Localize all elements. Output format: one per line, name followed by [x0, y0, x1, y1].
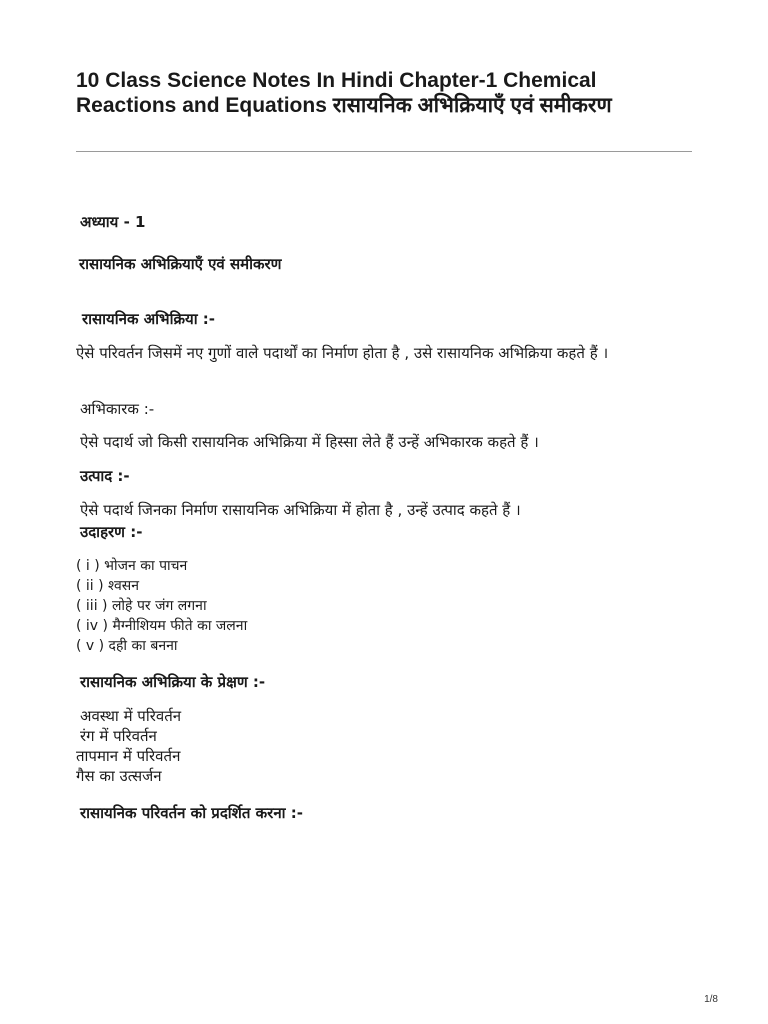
observation-item: गैस का उत्सर्जन: [76, 767, 162, 785]
list-item: ( iii ) लोहे पर जंग लगना: [76, 598, 207, 614]
reactant-heading: अभिकारक :-: [80, 400, 155, 418]
reaction-heading: रासायनिक अभिक्रिया :-: [82, 310, 216, 328]
product-heading: उत्पाद :-: [80, 467, 130, 485]
document-title: 10 Class Science Notes In Hindi Chapter-1 Chemical Reactions and Equations रासायनिक अभिक्रियाएँ एवं समीकरण: [76, 69, 612, 117]
list-item: ( ii ) श्वसन: [76, 578, 140, 594]
observation-item: रंग में परिवर्तन: [80, 727, 157, 745]
reaction-definition: ऐसे परिवर्तन जिसमें नए गुणों वाले पदार्थों का निर्माण होता है , उसे रासायनिक अभिक्रिया कहते हैं ।: [76, 344, 609, 362]
list-item: ( v ) दही का बनना: [76, 638, 178, 654]
list-item: ( i ) भोजन का पाचन: [76, 558, 188, 574]
observation-item: अवस्था में परिवर्तन: [80, 707, 182, 725]
chapter-topic: रासायनिक अभिक्रियाएँ एवं समीकरण: [79, 255, 282, 273]
list-item: ( iv ) मैग्नीशियम फीते का जलना: [76, 618, 248, 634]
product-definition: ऐसे पदार्थ जिनका निर्माण रासायनिक अभिक्रिया में होता है , उन्हें उत्पाद कहते हैं ।: [80, 501, 521, 519]
example-list: [76, 556, 247, 656]
observation-heading: रासायनिक अभिक्रिया के प्रेक्षण :-: [80, 673, 266, 691]
reactant-definition: ऐसे पदार्थ जो किसी रासायनिक अभिक्रिया में हिस्सा लेते हैं उन्हें अभिकारक कहते हैं ।: [80, 433, 539, 451]
example-heading: उदाहरण :-: [80, 523, 143, 541]
demonstration-heading: रासायनिक परिवर्तन को प्रदर्शित करना :-: [80, 804, 303, 822]
observation-item: तापमान में परिवर्तन: [76, 747, 181, 765]
title-divider: [76, 151, 692, 152]
chapter-label: अध्याय - 1: [80, 213, 146, 231]
page-number: 1/8: [704, 994, 718, 1005]
